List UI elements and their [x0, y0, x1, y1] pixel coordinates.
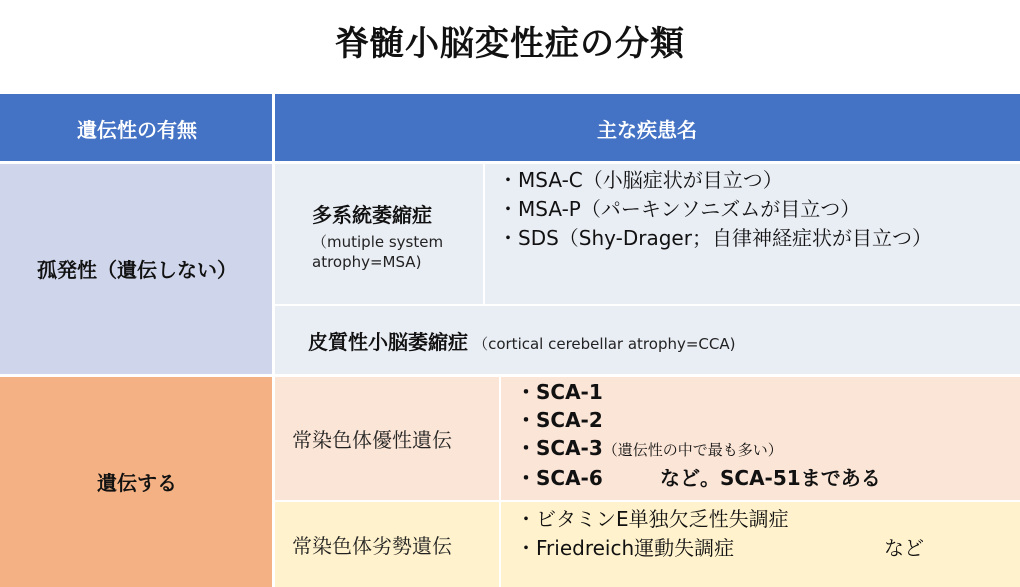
vitamin-e-item: ・ビタミンE単独欠乏性失調症	[516, 507, 789, 531]
msa-item-p: ・MSA-P（パーキンソニズムが目立つ）	[498, 197, 861, 221]
sca6-item: ・SCA-6	[516, 466, 603, 490]
cca-sub: （cortical cerebellar atrophy=CCA)	[473, 335, 736, 353]
recessive-label: 常染色体劣勢遺伝	[292, 533, 452, 558]
sporadic-label: 孤発性（遺伝しない）	[37, 258, 237, 282]
divider	[499, 375, 501, 587]
sca3-item: ・SCA-3	[516, 436, 603, 460]
sca3-note: （遺伝性の中で最も多い）	[602, 441, 783, 459]
cca-cell	[274, 305, 1020, 375]
friedreich-row	[516, 534, 1020, 563]
msa-name: 多系統萎縮症	[312, 203, 432, 227]
friedreich-item: ・Friedreich運動失調症	[516, 536, 735, 560]
msa-item-c: ・MSA-C（小脳症状が目立つ）	[498, 168, 783, 192]
divider	[274, 500, 1020, 502]
msa-sub-1: （mutiple system	[312, 233, 444, 251]
classification-table	[0, 94, 1020, 587]
sporadic-label-cell	[0, 162, 274, 375]
divider	[0, 374, 1020, 377]
header-cell-diseases	[274, 94, 1020, 162]
sca6-note: など。SCA-51まである	[660, 466, 881, 490]
dominant-items-cell	[500, 375, 1020, 501]
sca6-row	[516, 464, 1020, 492]
page-title: 脊髄小脳変性症の分類	[335, 24, 685, 64]
divider	[0, 161, 1020, 164]
header-diseases-label: 主な疾患名	[597, 117, 697, 142]
msa-items-cell	[484, 162, 1020, 305]
recessive-items-cell	[500, 501, 1020, 587]
divider	[483, 162, 485, 305]
header-cell-heredity	[0, 94, 274, 162]
sca3-row	[516, 434, 1020, 464]
msa-sub-2: atrophy=MSA)	[312, 253, 422, 271]
msa-name-cell	[274, 162, 484, 305]
divider	[272, 94, 275, 587]
divider	[274, 304, 1020, 306]
hereditary-label-cell	[0, 375, 274, 587]
recessive-note: など	[884, 536, 924, 560]
recessive-label-cell	[274, 501, 500, 587]
msa-item-sds: ・SDS（Shy-Drager；自律神経症状が目立つ）	[498, 226, 932, 250]
header-heredity-label: 遺伝性の有無	[77, 117, 197, 142]
hereditary-label: 遺伝する	[97, 470, 177, 495]
sca2-item: ・SCA-2	[516, 408, 603, 432]
dominant-label-cell	[274, 375, 500, 501]
cca-name: 皮質性小脳萎縮症	[308, 330, 468, 354]
sca1-item: ・SCA-1	[516, 380, 603, 404]
dominant-label: 常染色体優性遺伝	[292, 427, 452, 452]
